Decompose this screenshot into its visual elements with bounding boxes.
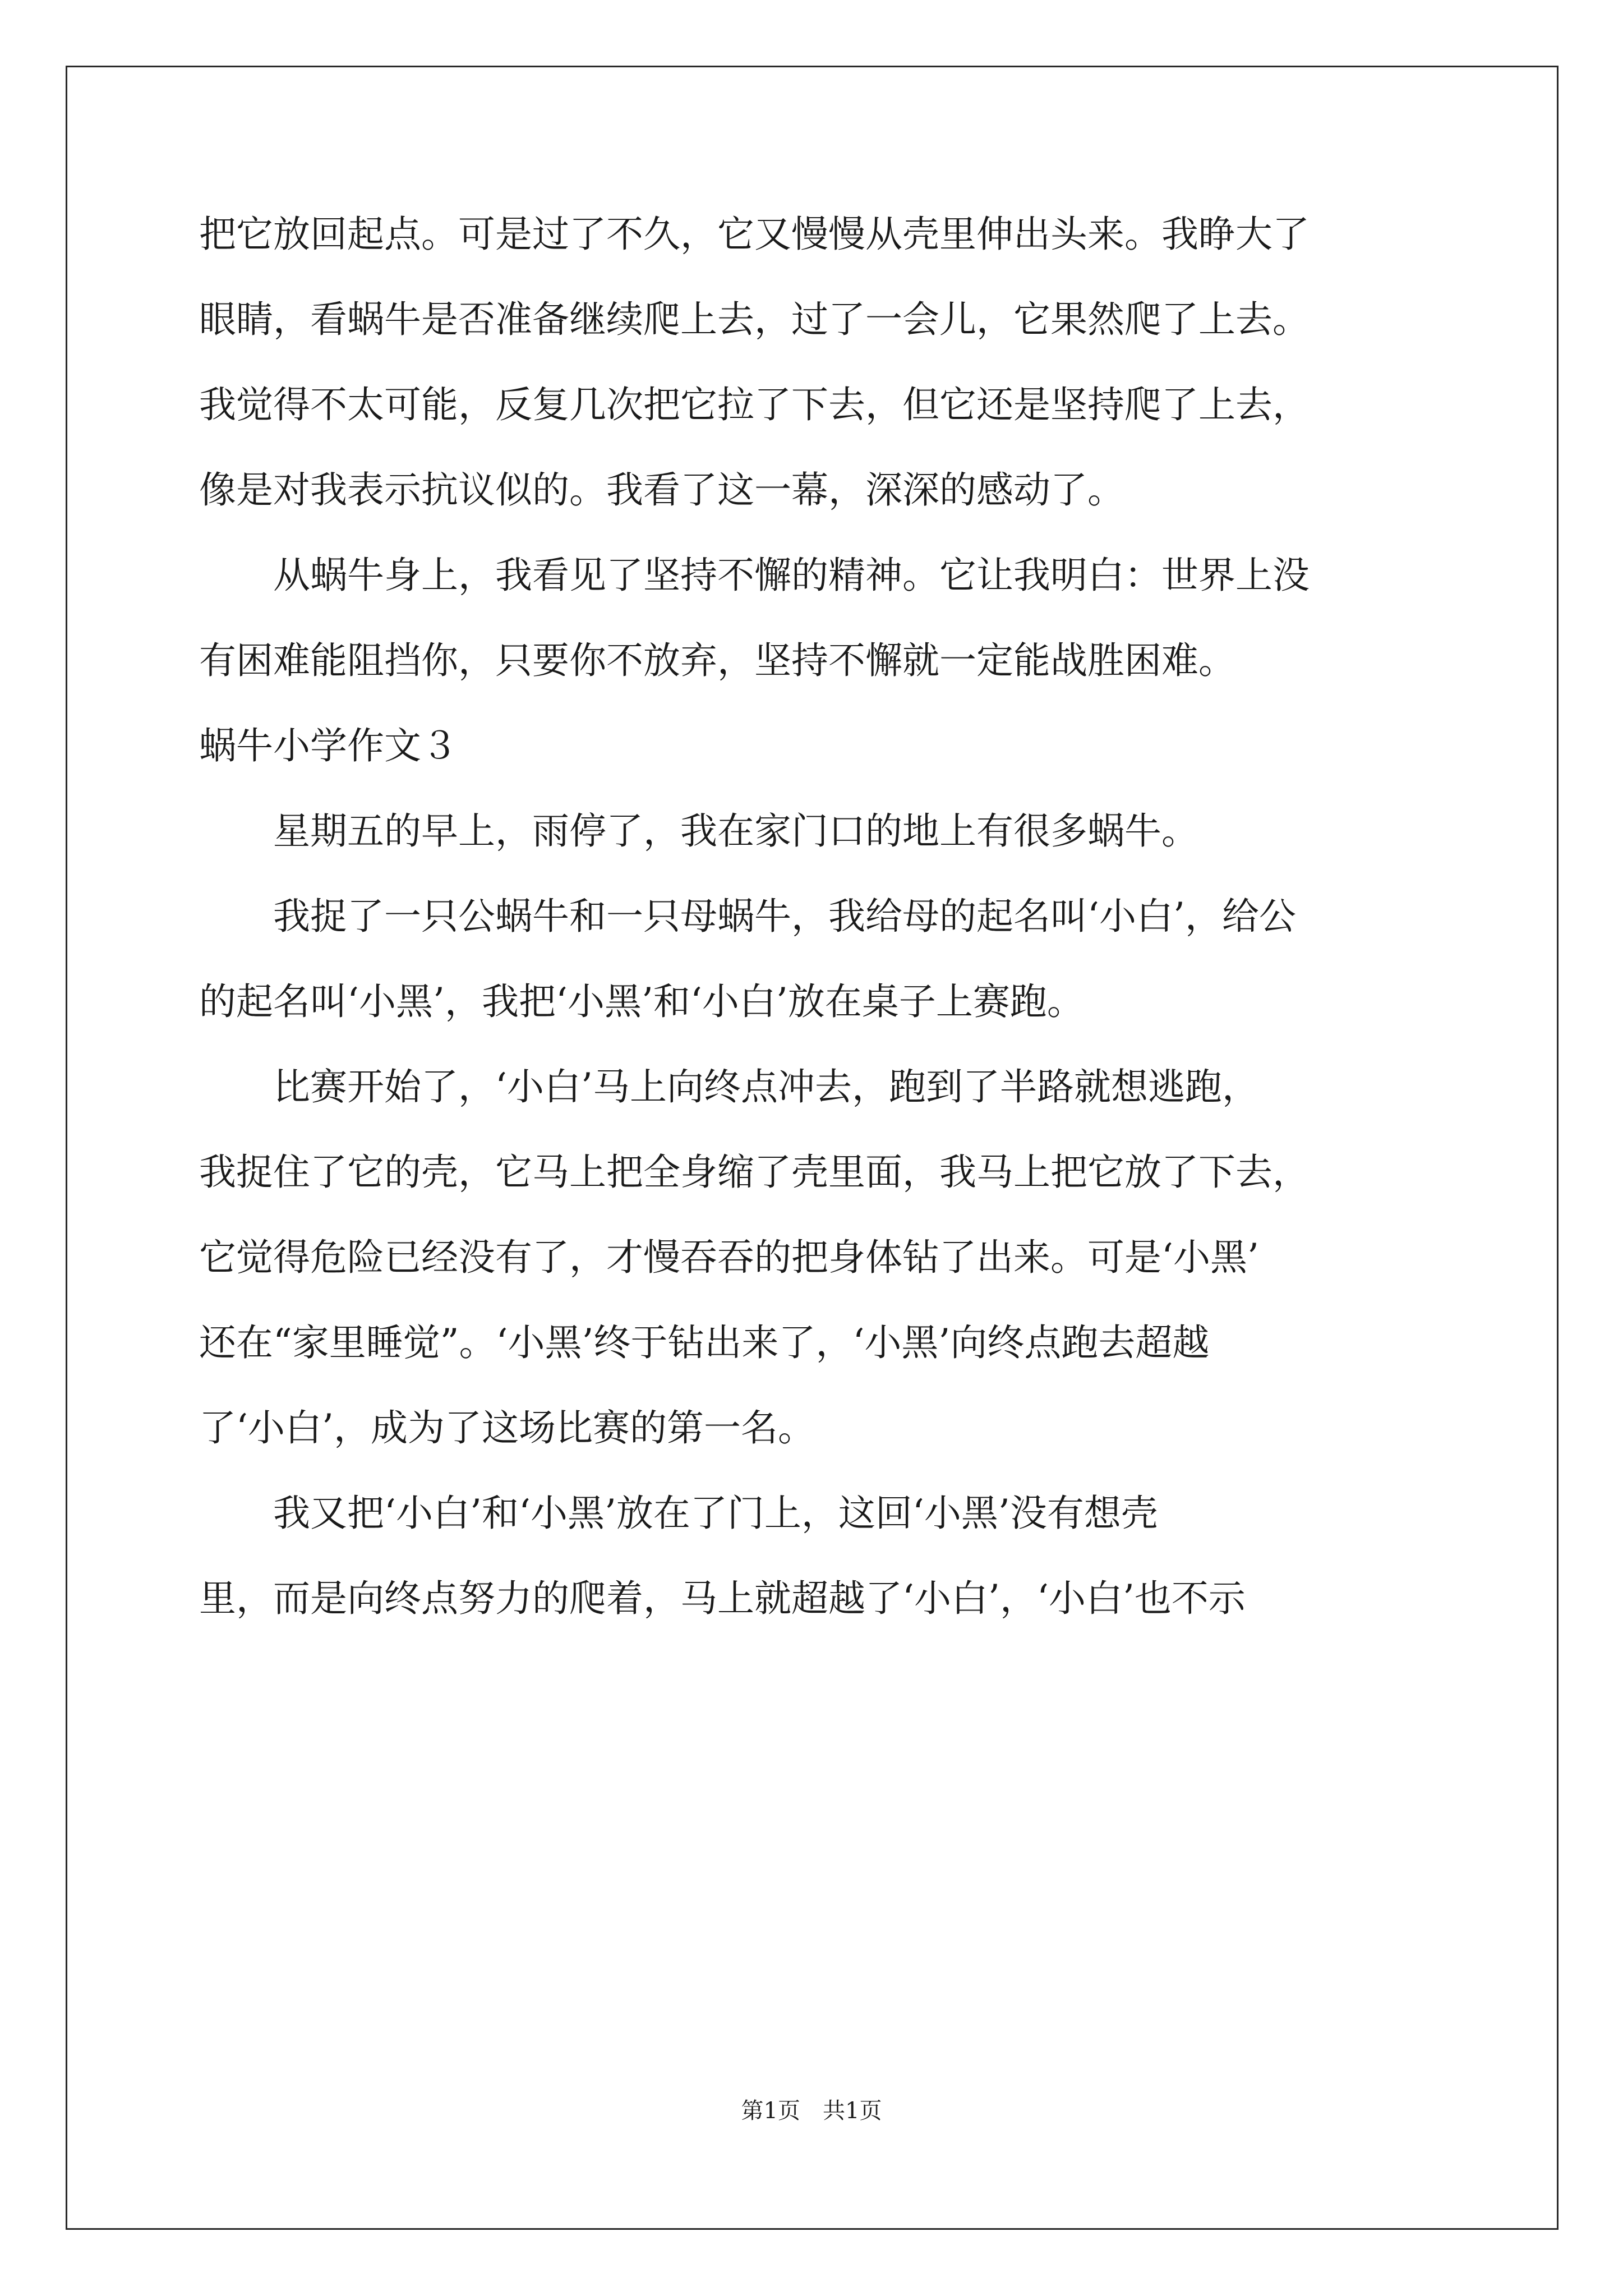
- text-line: 还在“家里睡觉”。‘小黑’终于钻出来了，‘小黑’向终点跑去超越: [199, 1321, 1210, 1364]
- text-line: 像是对我表示抗议似的。我看了这一幕，深深的感动了。: [199, 468, 1124, 512]
- text-line: 它觉得危险已经没有了，才慢吞吞的把身体钻了出来。可是‘小黑’: [199, 1236, 1259, 1279]
- text-line: 把它放回起点。可是过了不久，它又慢慢从壳里伸出头来。我睁大了: [199, 213, 1310, 256]
- text-line: 我捉了一只公蜗牛和一只母蜗牛，我给母的起名叫‘小白’，给公: [199, 895, 1296, 938]
- text-line: 我又把‘小白’和‘小黑’放在了门上，这回‘小黑’没有想壳: [199, 1492, 1158, 1535]
- text-line: 有困难能阻挡你，只要你不放弃，坚持不懈就一定能战胜困难。: [199, 639, 1235, 682]
- page-footer: 第1页 共1页: [741, 2098, 882, 2124]
- text-line: 眼睛，看蜗牛是否准备继续爬上去，过了一会儿，它果然爬了上去。: [199, 298, 1310, 341]
- text-line: 了‘小白’，成为了这场比赛的第一名。: [199, 1406, 815, 1450]
- text-line: 的起名叫‘小黑’，我把‘小黑’和‘小白’放在桌子上赛跑。: [199, 980, 1084, 1023]
- text-line: 我捉住了它的壳，它马上把全身缩了壳里面，我马上把它放了下去，: [199, 1151, 1310, 1194]
- text-line: 从蜗牛身上，我看见了坚持不懈的精神。它让我明白：世界上没: [199, 554, 1310, 597]
- text-line: 星期五的早上，雨停了，我在家门口的地上有很多蜗牛。: [199, 809, 1198, 853]
- section-heading: 蜗牛小学作文３: [199, 724, 458, 767]
- text-line: 比赛开始了，‘小白’马上向终点冲去，跑到了半路就想逃跑，: [199, 1065, 1259, 1108]
- text-line: 我觉得不太可能，反复几次把它拉了下去，但它还是坚持爬了上去，: [199, 383, 1310, 426]
- text-line: 里，而是向终点努力的爬着，马上就超越了‘小白’，‘小白’也不示: [199, 1577, 1246, 1620]
